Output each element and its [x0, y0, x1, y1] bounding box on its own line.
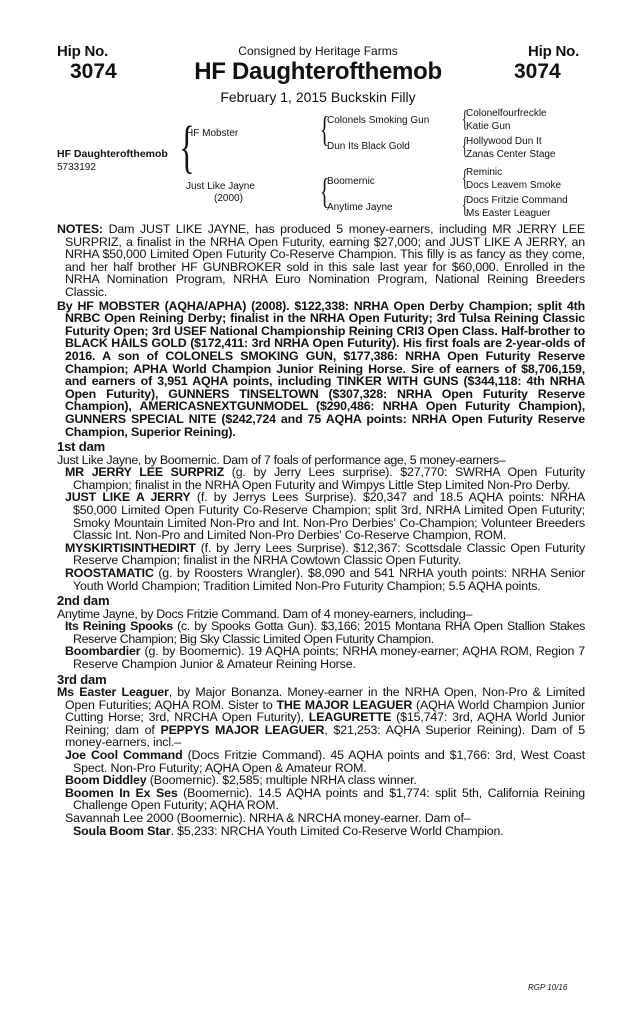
produce-entry — [57, 645, 585, 670]
produce-record: (f. by Jerrys Lees Surprise). $20,347 and 18.5 AQHA points: NRHA $50,000 Limited Open Futurity Co-Reserve Champion; split 3rd, NRHA Limited Open Futurity; Smoky Mountain Limited Non-Pro and Int. Non-Pro Derbies' Co-Champion; Volunteer Breeders Classic Int. Non-Pro and Limited Non-Pro Derbies' Co-Reserve Champion, ROM. — [73, 490, 585, 543]
produce-name: Soula Boom Star — [73, 823, 171, 838]
pedigree-sdd: Zanas Center Stage — [466, 149, 556, 160]
produce-record: (Docs Fritzie Command). 45 AQHA points and $1,766: 3rd, West Coast Spect. Non-Pro Futurity; AQHA Open & Amateur ROM. — [73, 748, 585, 775]
third-dam-name: Ms Easter Leaguer — [57, 685, 169, 700]
produce-entry — [57, 542, 585, 567]
pedigree-brace-dd: { — [461, 193, 468, 219]
pedigree-dss: Reminic — [466, 167, 503, 178]
produce-name: MR JERRY LEE SURPRIZ — [65, 465, 224, 480]
produce-record: (g. by Roosters Wrangler). $8,090 and 541 NRHA youth points: NRHA Senior Youth World Champion; Tradition Limited Non-Pro Futurity Champion; 5.5 AQHA points. — [73, 565, 585, 593]
third-dam-intro — [57, 686, 585, 749]
third-dam-text-a: , by Major Bonanza. Money-earner in the NRHA Open, Non-Pro & Limited Open Futurities; AQHA ROM. Sister to — [65, 685, 585, 712]
produce-name: JUST LIKE A JERRY — [65, 490, 191, 505]
produce-name: Joe Cool Command — [65, 748, 183, 763]
produce-record: (c. by Spooks Gotta Gun). $3,166: 2015 Montana RHA Open Stallion Stakes Reserve Champion; Big Sky Classic Limited Open Futurity Champion. — [73, 619, 585, 646]
grand-produce-entry — [57, 825, 585, 838]
third-dam-text-g: , $21,253: AQHA Superior Reining). Dam of 5 money-earners, incl.– — [65, 722, 586, 750]
pedigree-dsd: Docs Leavem Smoke — [466, 180, 562, 191]
pedigree-sire-dam: Dun Its Black Gold — [327, 141, 410, 152]
foal-description: February 1, 2015 Buckskin Filly — [220, 89, 416, 105]
second-dam-intro: Anytime Jayne, by Docs Fritzie Command. Dam of 4 money-earners, including– — [57, 606, 473, 621]
produce-record: (Boomernic). 14.5 AQHA points and $1,774: split 5th, California Reining Challenge Open Futurity; AQHA ROM. — [73, 785, 585, 813]
horse-name-title: HF Daughterofthemob — [194, 58, 442, 85]
hip-label-right: Hip No. — [528, 43, 580, 60]
produce-entry — [57, 466, 585, 491]
pedigree-dam-sire: Boomernic — [327, 176, 375, 187]
third-dam-text-c: (AQHA World Champion Junior Cutting Horse; 3rd, NRCHA Open Futurity), — [65, 697, 585, 725]
consignor-line: Consigned by Heritage Farms — [238, 44, 398, 58]
pedigree-brace-sd: { — [461, 134, 468, 160]
produce-entry — [57, 620, 585, 645]
produce-name: MYSKIRTISINTHEDIRT — [65, 540, 196, 555]
pedigree-sds: Hollywood Dun It — [466, 136, 542, 147]
pedigree-brace-main: { — [179, 114, 195, 179]
produce-entry — [57, 749, 585, 774]
notes-label: NOTES: — [57, 222, 103, 236]
produce-record: (Boomernic). $2,585; multiple NRHA class winner. — [146, 773, 417, 788]
first-dam-heading: 1st dam — [57, 439, 106, 455]
pedigree-dds: Docs Fritzie Command — [466, 195, 568, 206]
sire-paragraph: By HF MOBSTER (AQHA/APHA) (2008). $122,338: NRHA Open Derby Champion; split 4th NRBC Open Reining Derby; finalist in the NRHA Open Futurity; 3rd Tulsa Reining Classic Futurity Open; 3rd USEF National Championship Reining CRI3 Open Class. Half-brother to BLACK HAILS GOLD ($172,411: 3rd NRHA Open Futurity). His first foals are 2-year-olds of 2016. A son of COLONELS SMOKING GUN, $177,386: NRHA Open Futurity Reserve Champion; APHA World Champion Junior Reining Horse. Sire of earners of $8,706,159, and earners of 3,951 AQHA points, including TINKER WITH GUNS ($344,118: 4th NRHA Open Futurity), GUNNERS TINSELTOWN ($307,328: NRHA Open Futurity Reserve Champion), AMERICASNEXTGUNMODEL ($290,486: NRHA Open Futurity Champion), GUNNERS SPECIAL NITE ($242,724 and 75 AQHA points: NRHA Open Futurity Reserve Champion, Superior Reining). — [57, 298, 585, 439]
pedigree-sire-sire: Colonels Smoking Gun — [327, 115, 430, 126]
pedigree-dam-year: (2000) — [214, 193, 243, 204]
pedigree-ddd: Ms Easter Leaguer — [466, 208, 551, 219]
third-dam-heading: 3rd dam — [57, 671, 107, 687]
hip-label-left: Hip No. — [57, 43, 109, 60]
pedigree-dam: Just Like Jayne — [186, 181, 255, 192]
second-dam-heading: 2nd dam — [57, 593, 110, 609]
hip-number-right: 3074 — [514, 60, 561, 83]
pedigree-brace-ss: { — [461, 107, 468, 133]
first-dam-intro: Just Like Jayne, by Boomernic. Dam of 7 foals of performance age, 5 money-earners– — [57, 452, 506, 467]
produce-name: ROOSTAMATIC — [65, 565, 154, 580]
produce-entry-plain: Savannah Lee 2000 (Boomernic). NRHA & NRCHA money-earner. Dam of– — [65, 811, 471, 826]
produce-entry — [57, 787, 585, 812]
hip-number-left: 3074 — [70, 60, 117, 83]
produce-entry — [57, 491, 585, 541]
sibling-name: THE MAJOR LEAGUER — [276, 697, 413, 712]
pedigree-brace-ds: { — [461, 166, 468, 192]
produce-entry — [57, 567, 585, 592]
produce-name: Boombardier — [65, 644, 141, 659]
notes-paragraph — [57, 223, 585, 299]
pedigree-sss: Colonelfourfreckle — [466, 108, 547, 119]
pedigree-ssd: Katie Gun — [466, 121, 511, 132]
notes-text: Dam JUST LIKE JAYNE, has produced 5 money-earners, including MR JERRY LEE SURPRIZ, a finalist in the NRHA Open Futurity, earning $27,000; and JUST LIKE A JERRY, an NRHA $50,000 Limited Open Futurity Co-Reserve Champion. This filly is as fancy as they come, and her half brother HF GUNBROKER sold in this sale last year for $60,000. Enrolled in the NRHA Nomination Program, NRHA Euro Nomination Program, National Reining Breeders Classic. — [65, 222, 585, 299]
sibling-name: LEAGURETTE — [308, 710, 392, 725]
footer-code: RGP 10/16 — [528, 983, 568, 992]
produce-name: Its Reining Spooks — [65, 619, 173, 634]
pedigree-horse: HF Daughterofthemob — [57, 148, 168, 160]
pedigree-sire: HF Mobster — [186, 128, 239, 139]
produce-name: Boom Diddley — [65, 773, 147, 788]
pedigree-brace-sire: { — [319, 109, 330, 149]
produce-name: Boomen In Ex Ses — [65, 785, 178, 800]
pedigree-dam-dam: Anytime Jayne — [327, 202, 393, 213]
produce-record: . $5,233: NRCHA Youth Limited Co-Reserve World Champion. — [170, 823, 504, 838]
third-dam-text-e: ($15,747: 3rd, AQHA World Junior Reining; dam of — [65, 710, 585, 737]
pedigree-registration: 5733192 — [57, 162, 96, 173]
sibling-produce-name: PEPPYS MAJOR LEAGUER — [160, 722, 325, 737]
produce-record: (g. by Jerry Lees surprise). $27,770: SWRHA Open Futurity Champion; finalist in the NRHA Open Futurity and Wimpys Little Step Limited Non-Pro Derby. — [73, 465, 585, 492]
produce-record: (g. by Boomernic). 19 AQHA points; NRHA money-earner; AQHA ROM, Region 7 Reserve Champion Junior & Amateur Reining Horse. — [73, 644, 585, 671]
pedigree-brace-dam: { — [319, 171, 330, 211]
catalog-body — [57, 223, 585, 837]
produce-record: (f. by Jerry Lees Surprise). $12,367: Scottsdale Classic Open Futurity Reserve Champion; finalist in the NRHA Cowtown Classic Open Futurity. — [73, 540, 585, 568]
